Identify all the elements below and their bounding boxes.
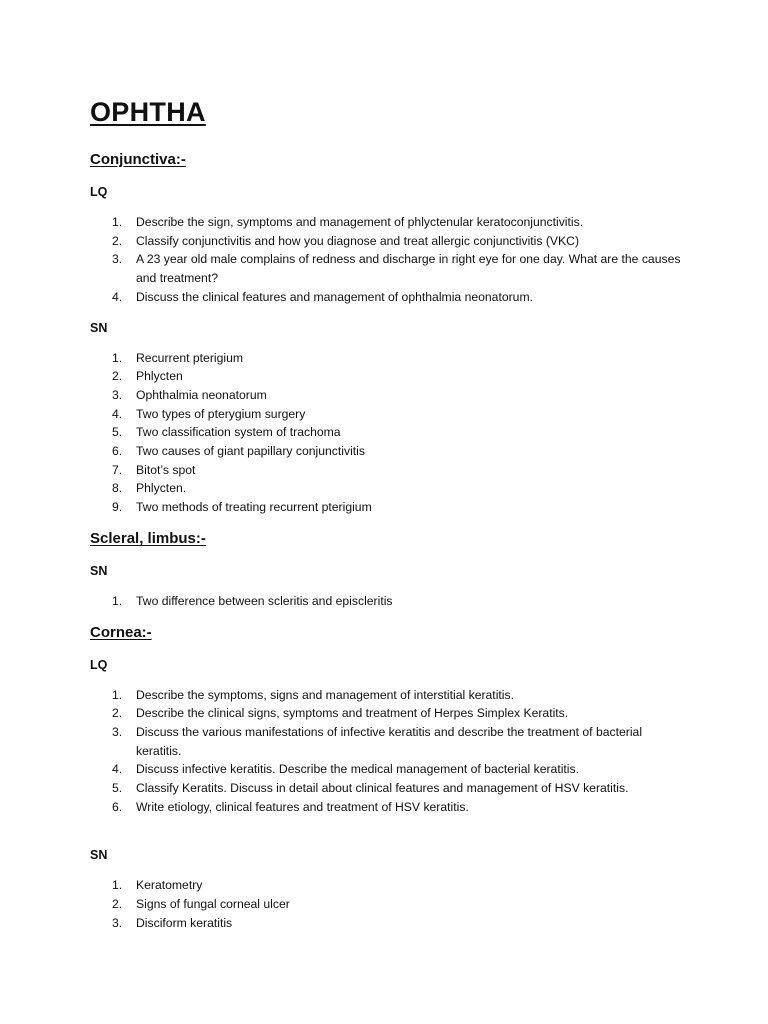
list-item: 2. Classify conjunctivitis and how you diagnose and treat allergic conjunctivitis (VKC) — [112, 233, 580, 248]
list-item: 1. Describe the symptoms, signs and management of interstitial keratitis. — [112, 687, 514, 702]
list-item: 6. Write etiology, clinical features and treatment of HSV keratitis. — [112, 799, 469, 814]
section-heading-conjunctiva: Conjunctiva:- — [90, 151, 186, 168]
list-item: 1. Two difference between scleritis and episcleritis — [112, 593, 393, 608]
list-item: 1. Describe the sign, symptoms and management of phlyctenular keratoconjunctivitis. — [112, 215, 584, 229]
question-list-conjunctiva-sn — [90, 349, 690, 517]
list-item: 2. Describe the clinical signs, symptoms and treatment of Herpes Simplex Keratits. — [112, 706, 569, 721]
list-item: 2. Phlycten — [112, 369, 183, 384]
list-item: 1. Keratometry — [112, 878, 203, 893]
list-item: 1. Recurrent pterigium — [112, 350, 244, 365]
subheading-lq: LQ — [90, 185, 108, 199]
list-item: 9. Two methods of treating recurrent pterigium — [112, 500, 372, 515]
list-item: 3. Discuss the various manifestations of infective keratitis and describe the treatment of bacterial keratitis. — [112, 724, 643, 758]
subheading-sn: SN — [90, 563, 108, 578]
list-item: 4. Discuss the clinical features and management of ophthalmia neonatorum. — [112, 289, 533, 304]
list-item: 3. Disciform keratitis — [112, 915, 233, 930]
subheading-sn: SN — [90, 848, 108, 863]
list-item: 7. Bitot’s spot — [112, 462, 196, 477]
list-item: 3. A 23 year old male complains of redness and discharge in right eye for one day. What are the causes and treatment? — [112, 252, 681, 286]
document-page — [90, 94, 690, 933]
list-item: 4. Two types of pterygium surgery — [112, 406, 306, 421]
list-item: 8. Phlycten. — [112, 481, 187, 496]
question-list-cornea-sn — [90, 876, 690, 932]
question-list-conjunctiva-lq — [90, 213, 690, 307]
document-title: OPHTHA — [90, 97, 206, 127]
list-item: 6. Two causes of giant papillary conjunctivitis — [112, 444, 365, 459]
section-heading-scleral-limbus: Scleral, limbus:- — [90, 529, 206, 547]
list-item: 4. Discuss infective keratitis. Describe the medical management of bacterial keratitis. — [112, 762, 579, 777]
section-heading-cornea: Cornea:- — [90, 623, 152, 641]
question-list-scleral-sn — [90, 592, 690, 611]
list-item: 5. Classify Keratits. Discuss in detail about clinical features and management of HSV keratitis. — [112, 781, 629, 796]
list-item: 3. Ophthalmia neonatorum — [112, 387, 267, 402]
question-list-cornea-lq — [90, 686, 690, 817]
list-item: 2. Signs of fungal corneal ulcer — [112, 897, 290, 912]
list-item: 5. Two classification system of trachoma — [112, 425, 341, 440]
subheading-lq: LQ — [90, 657, 108, 672]
subheading-sn: SN — [90, 320, 108, 335]
